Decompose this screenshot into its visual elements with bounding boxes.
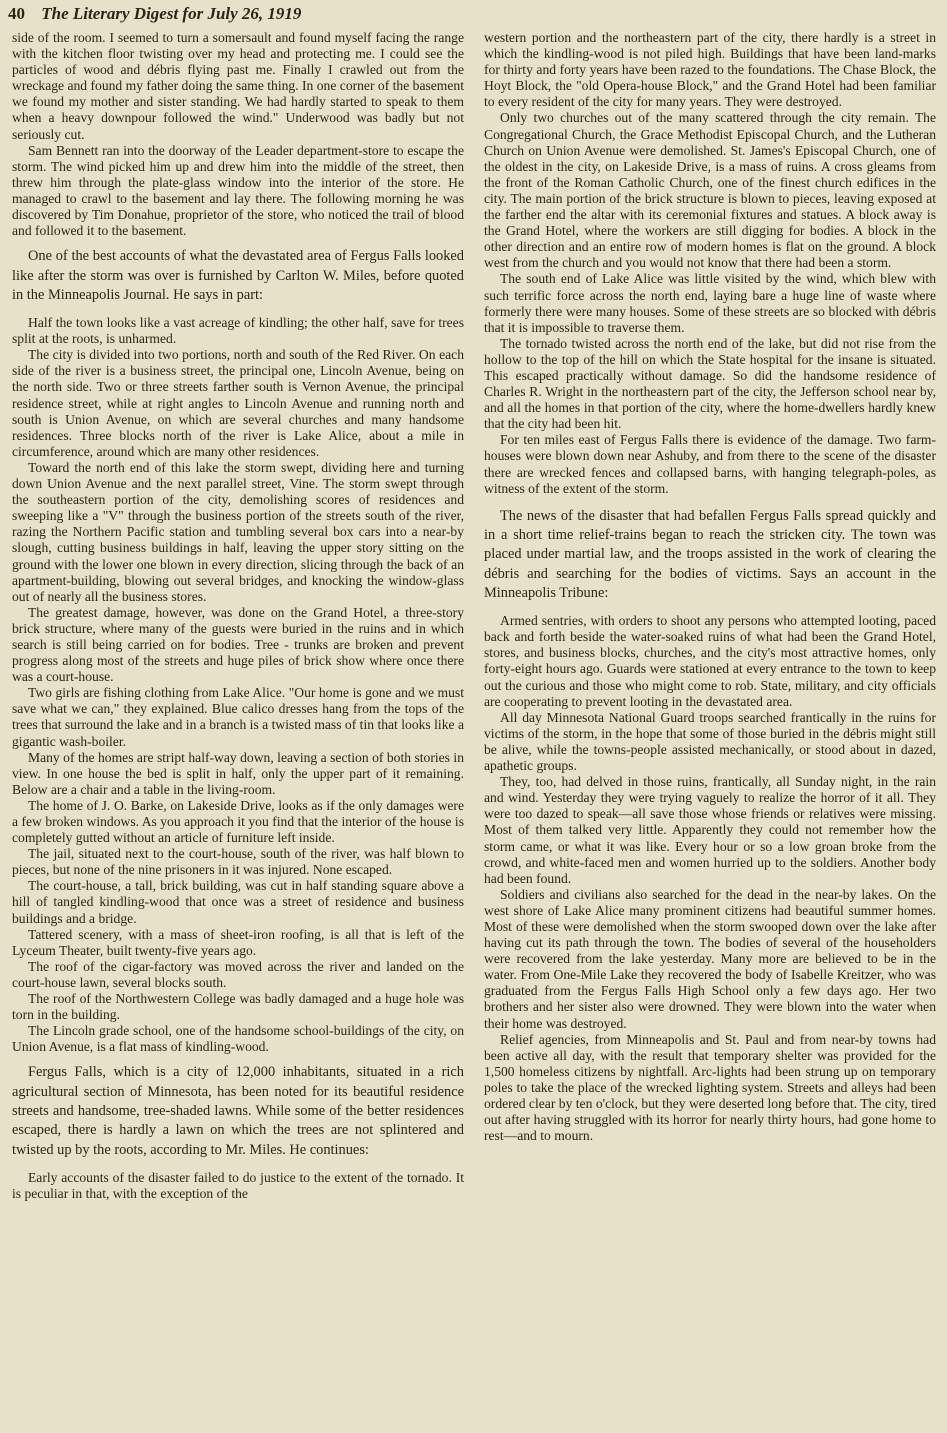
paragraph: Relief agencies, from Minneapolis and St. Paul and from near-by towns had been active all day, with the result that temporary shelter was provided for the 1,500 homeless citizens by nightfall. Arc-lights had been strung up on temporary poles to take the place of the wrecked lighting system. Streets and alleys had been ordered clear by ten o'clock, but they were deserted long before that. The city, tired out after having struggled with its horror for nearly thirty hours, had gone home to rest—and to mourn. — [484, 1031, 936, 1144]
paragraph: The roof of the cigar-factory was moved across the river and landed on the court-house lawn, several blocks south. — [12, 958, 464, 990]
paragraph: Fergus Falls, which is a city of 12,000 inhabitants, situated in a rich agricultural section of Minnesota, has been noted for its beautiful residence streets and handsome, tree-shaded lawns. While some of the better residences escaped, there is hardly a lawn on which the trees are not splintered and twisted up by the roots, according to Mr. Miles. He continues: — [12, 1064, 464, 1158]
paragraph: Two girls are fishing clothing from Lake Alice. "Our home is gone and we must save what we can," they explained. Blue calico dresses hang from the tops of the trees that surround the lake and in a branch is a twisted mass of tin that looks like a gigantic wash-boiler. — [12, 685, 464, 749]
paragraph: Many of the homes are stript half-way down, leaving a section of both stories in view. In one house the bed is split in half, only the upper part of it remaining. Below are a chair and a table in the living-room. — [12, 749, 464, 797]
paragraph: The tornado twisted across the north end of the lake, but did not rise from the hollow to the top of the hill on which the State hospital for the insane is situated. This escaped practically without damage. So did the handsome residence of Charles R. Wright in the northeastern part of the city, the Jefferson school near by, and all the homes in that portion of the city, where the home-dwellers hardly knew that the city had been hit. — [484, 335, 936, 432]
right-column — [484, 30, 936, 1428]
paragraph: side of the room. I seemed to turn a somersault and found myself facing the range with the kitchen floor twisting over my head and protecting me. I could see the particles of wood and débris flying past me. Finally I crawled out from the wreckage and found my father doing the same thing. In one corner of the basement we found my mother and sister standing. We had hardly started to speak to them when a heavy downpour followed the wind." Underwood was badly but not seriously cut. — [12, 30, 464, 142]
paragraph: Half the town looks like a vast acreage of kindling; the other half, save for trees split at the roots, is unharmed. — [12, 315, 464, 347]
paragraph: Soldiers and civilians also searched for the dead in the near-by lakes. On the west shore of Lake Alice many prominent citizens had beautiful summer homes. Most of these were demolished when the storm swooped down over the lake after having cut its path through the town. The bodies of several of the householders were recovered from the lake yesterday. Many more are believed to be in the water. From One-Mile Lake they recovered the body of Isabelle Kreitzer, who was graduated from the Fergus Falls High School only a few days ago. Her two brothers and her sister also were drowned. They were blown into the water when their home was destroyed. — [484, 886, 936, 1031]
paragraph: The court-house, a tall, brick building, was cut in half standing square above a hill of tangled kindling-wood that once was a street of residence and business buildings and a bridge. — [12, 878, 464, 926]
paragraph: The home of J. O. Barke, on Lakeside Drive, looks as if the only damages were a few broken windows. As you approach it you find that the interior of the house is completely gutted without an article of furniture left inside. — [12, 797, 464, 846]
paragraph: The city is divided into two portions, north and south of the Red River. On each side of the river is a business street, the principal one, Lincoln Avenue, being on the north side. Two or three streets farther south is Vernon Avenue, the principal residence street, while at right angles to Lincoln Avenue and running north and south is Union Avenue, on which are several churches and many handsome residences. Three blocks north of the river is Lake Alice, about a mile in circumference, around which are many other residences. — [12, 347, 464, 459]
paragraph: Toward the north end of this lake the storm swept, dividing here and turning down Union Avenue and the next parallel street, Vine. The storm swept through the southeastern portion of the city, demolishing scores of residences and sweeping like a "V" through the business portion of the streets south of the river, razing the Northern Pacific station and tumbling several box cars into a near-by slough, cutting business buildings in half, leaving the upper story sitting on the ground with the lower one blown in every direction, slicing through the back of an apartment-building, blowing out several bridges, and knocking the window-glass out of nearly all the business stores. — [12, 459, 464, 604]
paragraph: Only two churches out of the many scattered through the city remain. The Congregational Church, the Grace Methodist Episcopal Church, and the Lutheran Church on Union Avenue were demolished. St. James's Episcopal Church, one of the oldest in the city, on Lakeside Drive, is a mass of ruins. A cross gleams from the front of the Roman Catholic Church, one of the finest church edifices in the city. The main portion of the brick structure is blown to pieces, leaving exposed at the farther end the altar with its ceremonial fixtures and statues. A block away is the Grand Hotel, where the workers are still digging for bodies. A block in the other direction and an entire row of modern homes is flat on the ground. A block west from the church and you would not know that there had been a storm. — [484, 110, 936, 271]
paragraph: The greatest damage, however, was done on the Grand Hotel, a three-story brick structure, where many of the guests were buried in the ruins and in which search is still being carried on for bodies. Tree - trunks are broken and prevent progress along most of the streets and huge piles of brick show where once there was a court-house. — [12, 604, 464, 685]
running-title: The Literary Digest for July 26, 1919 — [41, 4, 302, 23]
paragraph: The Lincoln grade school, one of the handsome school-buildings of the city, on Union Avenue, is a flat mass of kindling-wood. — [12, 1023, 464, 1055]
paragraph: Tattered scenery, with a mass of sheet-iron roofing, is all that is left of the Lyceum Theater, built twenty-five years ago. — [12, 926, 464, 958]
running-header — [8, 4, 301, 26]
paragraph: The roof of the Northwestern College was badly damaged and a huge hole was torn in the building. — [12, 991, 464, 1023]
page-number: 40 — [8, 4, 25, 23]
left-column — [12, 30, 464, 1428]
paragraph: The jail, situated next to the court-house, south of the river, was half blown to pieces, but none of the nine prisoners in it was injured. None escaped. — [12, 846, 464, 878]
paragraph: Armed sentries, with orders to shoot any persons who attempted looting, paced back and forth beside the water-soaked ruins of what had been the Grand Hotel, stores, and business blocks, churches, and the city's most attractive homes, only forty-eight hours ago. Guards were stationed at every entrance to the town to keep out the curious and those who might come to rob. State, military, and city officials are cooperating to prevent looting in the devastated area. — [484, 613, 936, 709]
paragraph: They, too, had delved in those ruins, frantically, all Sunday night, in the rain and wind. Yesterday they were trying vaguely to realize the horror of it all. They were too dazed to speak—all save those whose friends or relatives were missing. Most of them talked very little. Apparently they could not remember how the storm came, or what it was like. Every hour or so a low groan broke from the crowd, and white-faced men and women hurried up to the soldiers. Another body had been found. — [484, 774, 936, 886]
paragraph: One of the best accounts of what the devastated area of Fergus Falls looked like after the storm was over is furnished by Carlton W. Miles, before quoted in the Minneapolis Journal. He says in part: — [12, 248, 464, 303]
paragraph: western portion and the northeastern part of the city, there hardly is a street in which the kindling-wood is not piled high. Buildings that have been land-marks for thirty and forty years have been razed to the foundations. The Chase Block, the Hoyt Block, the "old Opera-house Block," and the Grand Hotel had been familiar to every resident of the city for many years. They were destroyed. — [484, 30, 936, 110]
paragraph: The news of the disaster that had befallen Fergus Falls spread quickly and in a short time relief-trains began to reach the stricken city. The town was placed under martial law, and the troops assisted in the work of clearing the débris and searching for the bodies of victims. Says an account in the Minneapolis Tribune: — [484, 507, 936, 601]
paragraph: Early accounts of the disaster failed to do justice to the extent of the tornado. It is peculiar in that, with the exception of the — [12, 1169, 464, 1201]
paragraph: For ten miles east of Fergus Falls there is evidence of the damage. Two farm-houses were blown down near Ashuby, and from there to the scene of the disaster there are wrecked fences and collapsed barns, with hanging telegraph-poles, as witness of the extent of the storm. — [484, 432, 936, 496]
paragraph: Sam Bennett ran into the doorway of the Leader department-store to escape the storm. The wind picked him up and drew him into the middle of the street, then threw him through the plate-glass window into the interior of the store. He managed to crawl to the basement and lay there. The following morning he was discovered by Tim Donahue, proprietor of the store, who noticed the trail of blood and followed it to the basement. — [12, 142, 464, 239]
paragraph: All day Minnesota National Guard troops searched frantically in the ruins for victims of the storm, in the hope that some of those buried in the débris might still be alive, while the towns-people assisted mechanically, or stood about in dazed, apathetic groups. — [484, 709, 936, 774]
paragraph: The south end of Lake Alice was little visited by the wind, which blew with such terrific force across the north end, laying bare a huge line of waste where formerly there were many houses. Some of these streets are so blocked with débris that it is impossible to traverse them. — [484, 271, 936, 335]
